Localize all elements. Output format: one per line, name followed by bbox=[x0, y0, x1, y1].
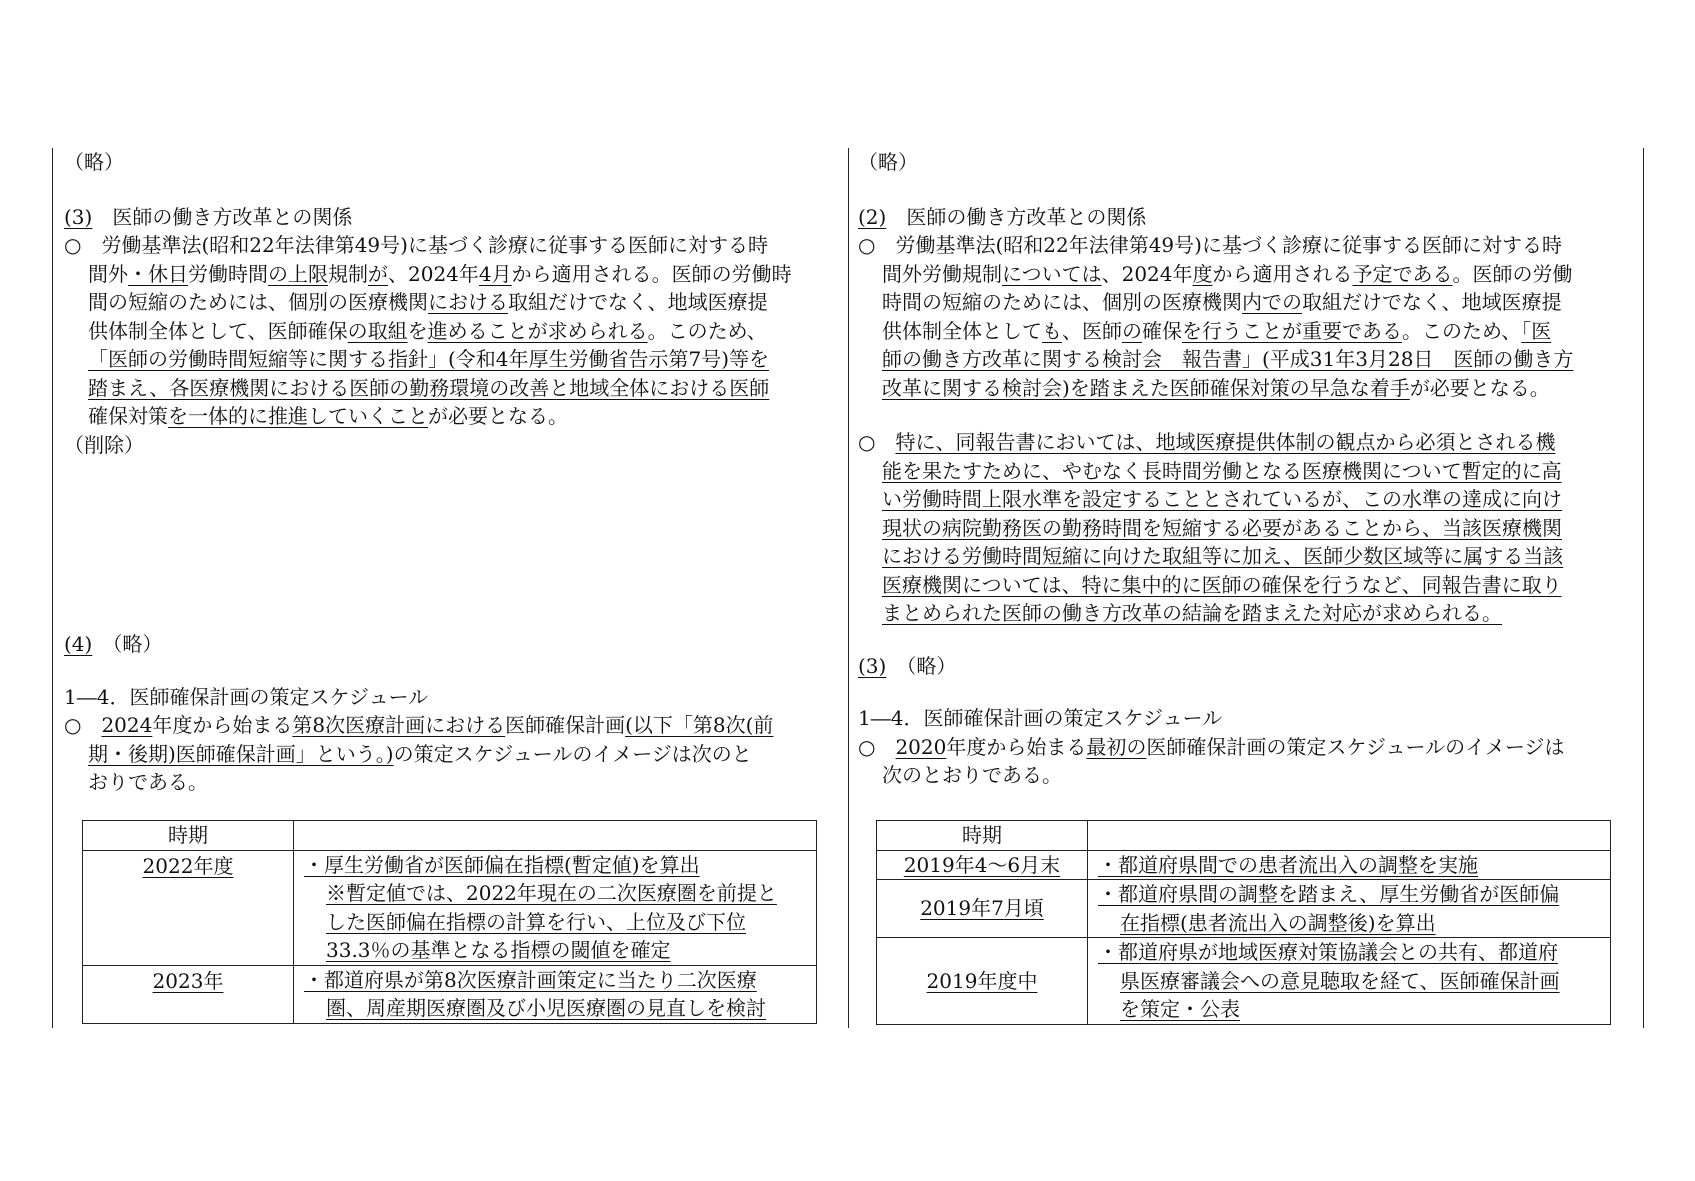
heading-text: 医師の働き方改革との関係 bbox=[112, 204, 353, 229]
header-period: 時期 bbox=[83, 821, 294, 851]
omitted-note: （略） bbox=[858, 150, 918, 174]
right-column-current bbox=[858, 148, 1634, 1028]
heading-number: (3) bbox=[64, 204, 93, 229]
schedule-section-title: 1―4．医師確保計画の策定スケジュール bbox=[858, 706, 1223, 730]
header-content bbox=[1088, 821, 1611, 851]
table-row: 2019年度中 ・都道府県が地域医療対策協議会との共有、都道府 県医療審議会への意見聴取を経て、医師確保計画 を策定・公表 bbox=[877, 938, 1611, 1025]
header-period: 時期 bbox=[877, 821, 1088, 851]
table-row: 2022年度 ・厚生労働省が医師偏在指標(暫定値)を算出 ※暫定値では、2022年現在の二次医療圏を前提と した医師偏在指標の計算を行い、上位及び下位 33.3％の基準となる指標の閾値を確定 bbox=[83, 850, 817, 965]
table-row: 2023年 ・都道府県が第8次医療計画策定に当たり二次医療 圏、周産期医療圏及び小児医療圏の見直しを検討 bbox=[83, 965, 817, 1023]
left-column-revised bbox=[64, 148, 840, 1028]
right-border bbox=[1643, 148, 1644, 1028]
heading-number: (2) bbox=[858, 204, 887, 229]
subsection-4: (4) （略） bbox=[64, 632, 163, 656]
table-header-row bbox=[877, 821, 1611, 851]
table-row: 2019年7月頃 ・都道府県間の調整を踏まえ、厚生労働省が医師偏 在指標(患者流出入の調整後)を算出 bbox=[877, 880, 1611, 938]
schedule-table bbox=[82, 820, 817, 1024]
schedule-paragraph: ○ 2020年度から始まる最初の医師確保計画の策定スケジュールのイメージは 次のとおりである。 bbox=[858, 734, 1565, 787]
schedule-paragraph: ○ 2024年度から始まる第8次医療計画における医師確保計画(以下「第8次(前 期・後期)医師確保計画」という。)の策定スケジュールのイメージは次のと おりである。 bbox=[64, 713, 774, 794]
section-heading bbox=[858, 203, 1634, 232]
left-border bbox=[52, 148, 53, 1028]
schedule-table bbox=[876, 820, 1611, 1025]
subsection-3: (3) （略） bbox=[858, 653, 957, 678]
deleted-note: （削除） bbox=[64, 432, 144, 457]
schedule-section-title: 1―4．医師確保計画の策定スケジュール bbox=[64, 684, 429, 709]
paragraph-work-style: ○ 労働基準法(昭和22年法律第49号)に基づく診療に従事する医師に対する時 間外・休日労働時間の上限規制が、2024年4月から適用される。医師の労働時 間の短縮のためには、個別の医療機関における取組だけでなく、地域医療提 供体制全体として、医師確保の取組を進めることが求められる。このため、 「医師の労働時間短縮等に関する指針」(令和4年厚生労働省告示第7号)等を 踏まえ、各医療機関における医師の勤務環境の改善と地域全体における医師 確保対策を一体的に推進していくことが必要となる。 bbox=[64, 233, 792, 428]
header-content bbox=[294, 821, 817, 851]
table-row: 2019年4～6月末 ・都道府県間での患者流出入の調整を実施 bbox=[877, 850, 1611, 880]
heading-text: 医師の働き方改革との関係 bbox=[906, 204, 1147, 229]
paragraph-report-measures: ○ 特に、同報告書においては、地域医療提供体制の観点から必須とされる機 能を果たすために、やむなく長時間労働となる医療機関について暫定的に高 い労働時間上限水準を設定することとされているが、この水準の達成に向け 現状の病院勤務医の勤務時間を短縮する必要があることから、当該医療機関 における労働時間短縮に向けた取組等に加え、医師少数区域等に属する当該 医療機関については、特に集中的に医師の確保を行うなど、同報告書に取り まとめられた医師の働き方改革の結論を踏まえた対応が求められる。 bbox=[858, 430, 1564, 625]
omitted-note: （略） bbox=[64, 150, 124, 174]
table-header-row bbox=[83, 821, 817, 851]
center-divider bbox=[848, 148, 849, 1028]
paragraph-work-style: ○ 労働基準法(昭和22年法律第49号)に基づく診療に従事する医師に対する時 間外労働規制については、2024年度から適用される予定である。医師の労働 時間の短縮のためには、個別の医療機関内での取組だけでなく、地域医療提 供体制全体としても、医師の確保を行うことが重要である。このため、「医 師の働き方改革に関する検討会 報告書」(平成31年3月28日 医師の働き方 改革に関する検討会)を踏まえた医師確保対策の早急な着手が必要となる。 bbox=[858, 233, 1574, 400]
section-heading bbox=[64, 203, 840, 232]
